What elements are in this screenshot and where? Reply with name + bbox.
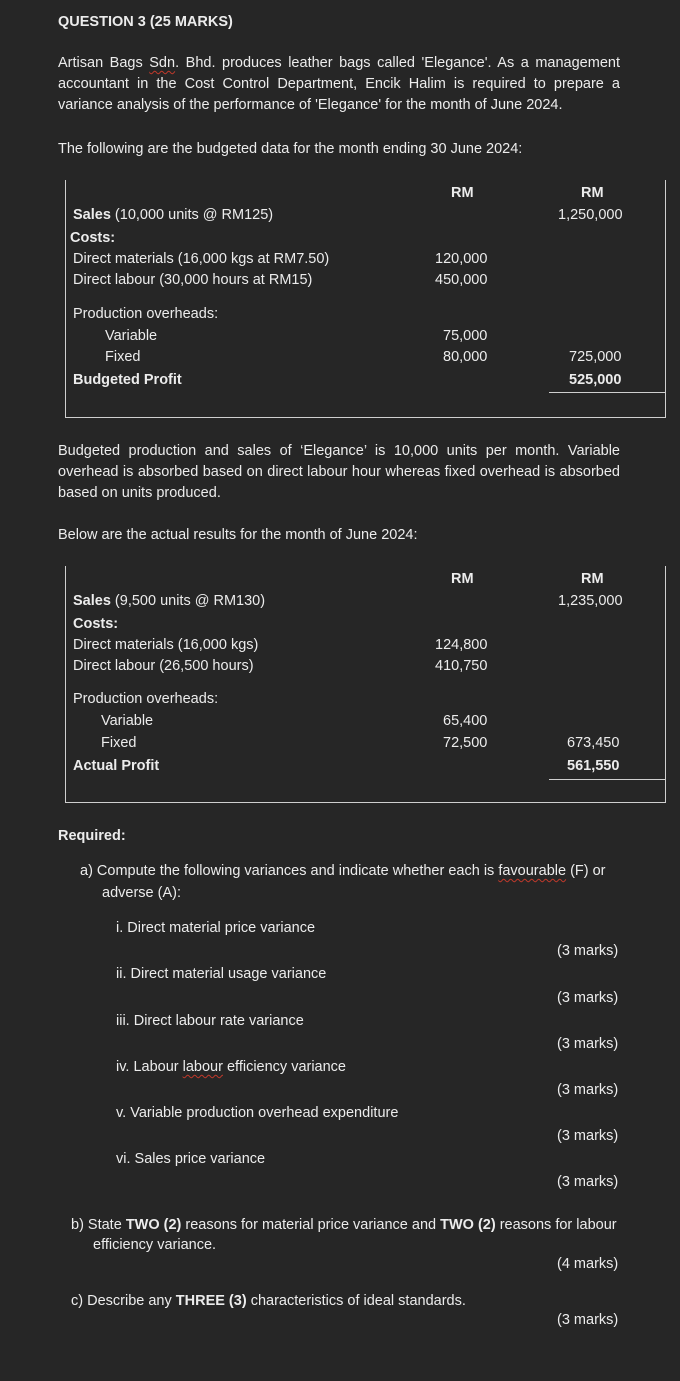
profit-value: 561,550 [567, 758, 620, 774]
variance-item: ii. Direct material usage variance [116, 966, 327, 982]
variance-item-text: iv. Labour [116, 1059, 183, 1075]
variance-item: iii. Direct labour rate variance [116, 1013, 304, 1029]
required-heading: Required: [58, 828, 126, 844]
table-border-left [65, 180, 66, 418]
sales-label-bold: Sales [73, 207, 111, 223]
dl-value: 450,000 [435, 272, 488, 288]
mid-paragraph [58, 441, 620, 504]
po-label: Production overheads: [73, 691, 219, 707]
total-costs-value: 673,450 [567, 735, 620, 751]
po-label: Production overheads: [73, 306, 219, 322]
marks: (3 marks) [557, 1082, 619, 1098]
mid-text: based on units produced. [58, 485, 221, 501]
sales-label [73, 207, 273, 223]
intro-paragraph [58, 53, 620, 116]
marks: (3 marks) [557, 1036, 619, 1052]
variance-item-text: labour [182, 1059, 223, 1075]
marks: (4 marks) [557, 1256, 619, 1272]
intro-text: accountant in the Cost Control Department, Encik Halim is required to prepare a [58, 76, 620, 92]
intro-text: Sdn [149, 55, 176, 71]
part-c-text: characteristics of ideal standards. [246, 1293, 466, 1309]
part-c-text: THREE (3) [175, 1293, 247, 1309]
dm-label: Direct materials (16,000 kgs) [73, 637, 259, 653]
budget-intro: The following are the budgeted data for the month ending 30 June 2024: [58, 141, 523, 157]
mid-text: overhead is absorbed based on direct labour hour whereas fixed overhead is absorbed [58, 464, 620, 480]
part-b-line1 [71, 1217, 617, 1233]
sales-label-rest: (9,500 units @ RM130) [110, 593, 266, 609]
profit-value: 525,000 [569, 372, 622, 388]
profit-label: Actual Profit [73, 758, 160, 774]
question-title: QUESTION 3 (25 MARKS) [58, 14, 233, 30]
actual-intro: Below are the actual results for the month of June 2024: [58, 527, 418, 543]
marks: (3 marks) [557, 990, 619, 1006]
part-b-line2: efficiency variance. [93, 1237, 217, 1253]
intro-text: variance analysis of the performance of 'Elegance' for the month of June 2024. [58, 97, 563, 113]
fixed-label: Fixed [105, 349, 141, 365]
part-b-text: TWO (2) [440, 1217, 496, 1233]
variance-item: vi. Sales price variance [116, 1151, 266, 1167]
part-c-line [71, 1293, 466, 1309]
profit-underline [549, 779, 665, 780]
part-a-text: (F) or [566, 863, 606, 879]
part-b-text: TWO (2) [125, 1217, 182, 1233]
intro-text: Artisan Bags [58, 55, 150, 71]
sales-value: 1,235,000 [558, 593, 623, 609]
variable-label: Variable [105, 328, 158, 344]
dl-value: 410,750 [435, 658, 488, 674]
part-a-text: favourable [498, 863, 567, 879]
fixed-value: 80,000 [443, 349, 488, 365]
profit-underline [549, 392, 665, 393]
costs-label: Costs: [70, 230, 116, 246]
variable-value: 75,000 [443, 328, 488, 344]
dm-value: 124,800 [435, 637, 488, 653]
part-c-text: c) Describe any [71, 1293, 176, 1309]
table-border-right [665, 566, 666, 803]
marks: (3 marks) [557, 943, 619, 959]
variance-item-text: efficiency variance [222, 1059, 346, 1075]
dl-label: Direct labour (30,000 hours at RM15) [73, 272, 313, 288]
marks: (3 marks) [557, 1312, 619, 1328]
marks: (3 marks) [557, 1128, 619, 1144]
sales-value: 1,250,000 [558, 207, 623, 223]
part-b-text: reasons for labour [495, 1217, 617, 1233]
table-border-left [65, 566, 66, 803]
costs-label: Costs: [73, 616, 119, 632]
col-header-rm: RM [581, 571, 604, 587]
col-header-rm: RM [581, 185, 604, 201]
table-border-right [665, 180, 666, 418]
marks: (3 marks) [557, 1174, 619, 1190]
variance-item [116, 1059, 346, 1075]
dl-label: Direct labour (26,500 hours) [73, 658, 254, 674]
intro-text: . Bhd. produces leather bags called 'Elegance'. As a management [175, 55, 620, 71]
table-border-bottom [65, 802, 666, 803]
profit-label: Budgeted Profit [73, 372, 182, 388]
dm-label: Direct materials (16,000 kgs at RM7.50) [73, 251, 330, 267]
col-header-rm: RM [451, 571, 474, 587]
part-a-text: a) Compute the following variances and indicate whether each is [80, 863, 499, 879]
sales-label [73, 593, 265, 609]
sales-label-bold: Sales [73, 593, 111, 609]
variable-value: 65,400 [443, 713, 488, 729]
part-a-line1 [80, 863, 606, 879]
fixed-label: Fixed [101, 735, 137, 751]
variance-item: i. Direct material price variance [116, 920, 316, 936]
mid-text: Budgeted production and sales of ‘Elegance’ is 10,000 units per month. Variable [58, 443, 620, 459]
part-b-text: reasons for material price variance and [181, 1217, 441, 1233]
sales-label-rest: (10,000 units @ RM125) [110, 207, 274, 223]
variable-label: Variable [101, 713, 154, 729]
variance-item: v. Variable production overhead expenditure [116, 1105, 399, 1121]
part-a-line2: adverse (A): [102, 885, 181, 901]
dm-value: 120,000 [435, 251, 488, 267]
table-border-bottom [65, 417, 666, 418]
part-b-text: b) State [71, 1217, 126, 1233]
col-header-rm: RM [451, 185, 474, 201]
fixed-value: 72,500 [443, 735, 488, 751]
total-costs-value: 725,000 [569, 349, 622, 365]
